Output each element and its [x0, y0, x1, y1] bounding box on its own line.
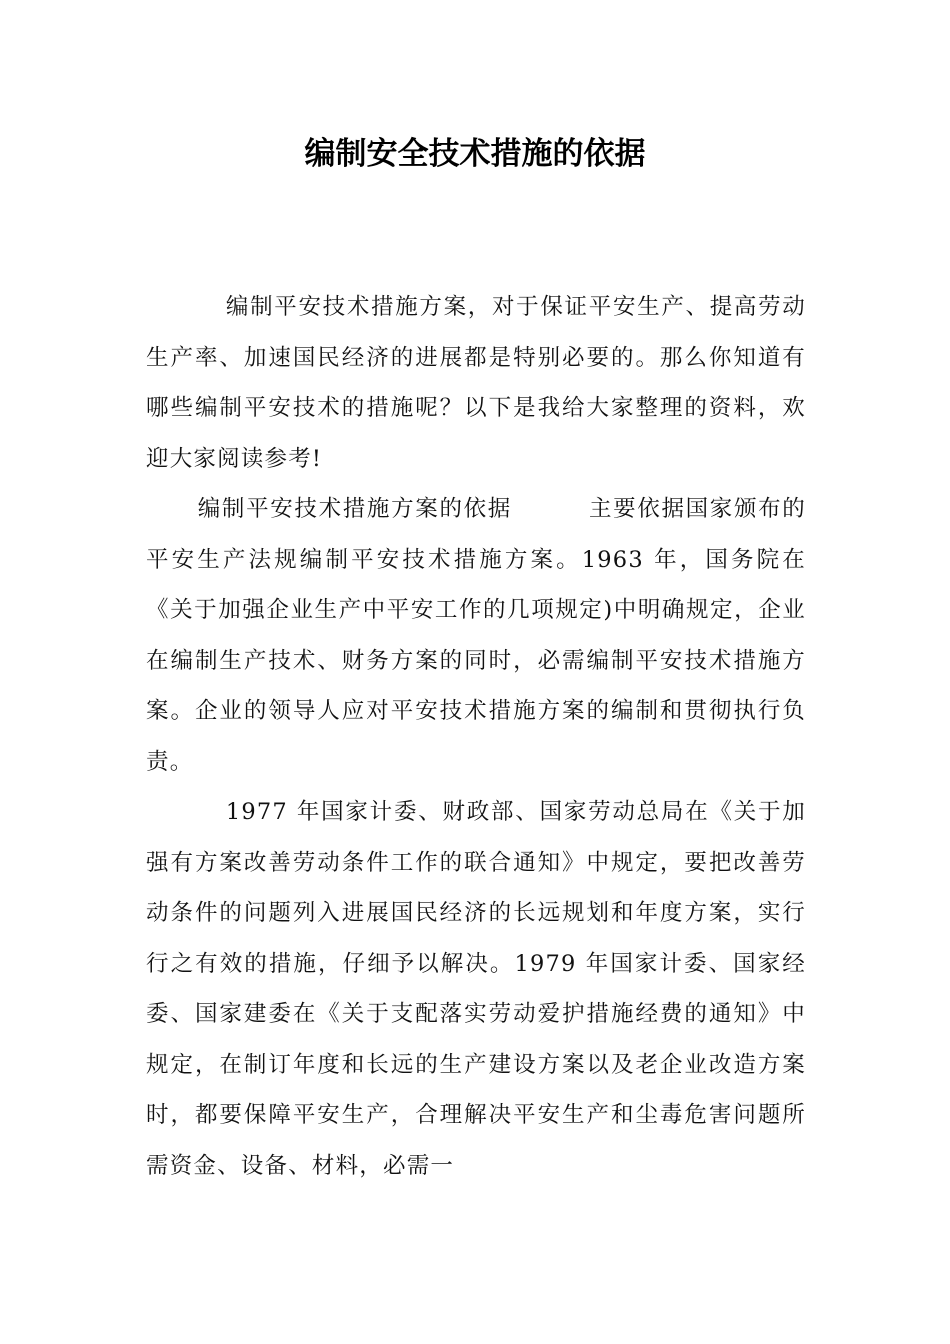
paragraph-heading: 编制平安技术措施方案的依据: [197, 496, 512, 522]
document-title: 编制安全技术措施的依据: [304, 136, 646, 172]
paragraph-regulations: 1977 年国家计委、财政部、国家劳动总局在《关于加强有方案改善劳动条件工作的联合通知》中规定，要把改善劳动条件的问题列入进展国民经济的长远规划和年度方案，实行行之有效的措施，仔细予以解决。1979 年国家计委、国家经委、国家建委在《关于支配落实劳动爱护措施经费的通知》中规定，在制订年度和长远的生产建设方案以及老企业改造方案时，都要保障平安生产，合理解决平安生产和尘毒危害问题所需资金、设备、材料，必需一: [146, 799, 806, 1179]
paragraph-basis-text: 主要依据国家颁布的平安生产法规编制平安技术措施方案。1963 年，国务院在《关于加强企业生产中平安工作的几项规定)中明确规定，企业在编制生产技术、财务方案的同时，必需编制平安技术措施方案。企业的领导人应对平安技术措施方案的编制和贯彻执行负责。: [146, 496, 806, 775]
document-body: [146, 282, 806, 1191]
paragraph-basis: [146, 484, 806, 787]
paragraph-intro: 编制平安技术措施方案，对于保证平安生产、提高劳动生产率、加速国民经济的进展都是特别必要的。那么你知道有哪些编制平安技术的措施呢？以下是我给大家整理的资料，欢迎大家阅读参考!: [146, 294, 806, 472]
